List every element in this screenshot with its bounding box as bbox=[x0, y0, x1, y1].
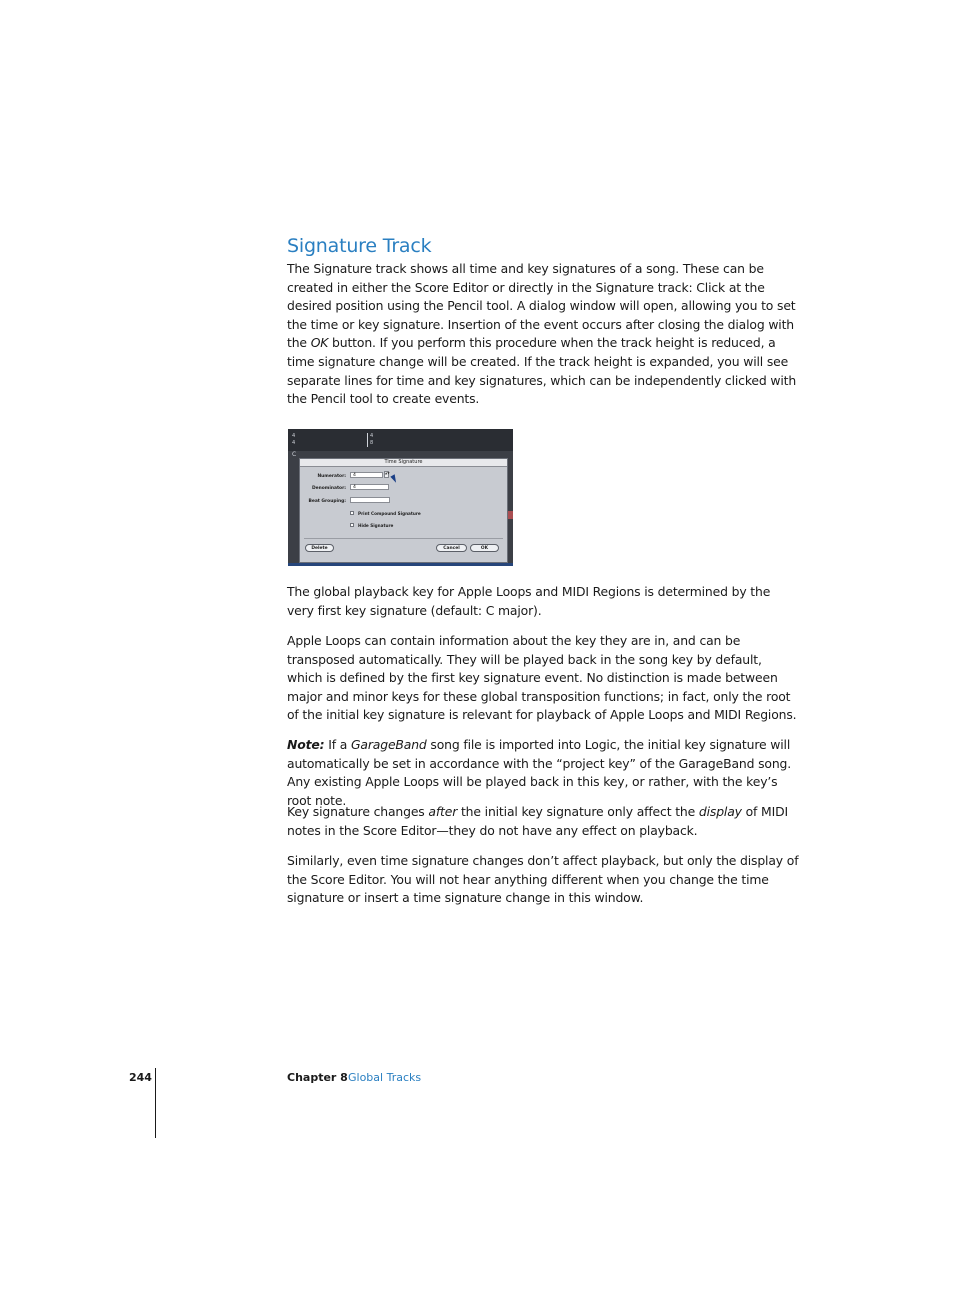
ruler-numerator-2: 4 bbox=[370, 433, 374, 439]
apple-loops-paragraph: Apple Loops can contain information about the key they are in, and can be transposed automatically. They will be played back in the song key by default, which is defined by the first key signature event. No distinction is made between major and minor keys for these global transposition functions; in fact, only the root of the initial key signature is relevant for playback of Apple Loops and MIDI Regions. bbox=[287, 633, 797, 723]
garageband-name: GarageBand bbox=[350, 737, 427, 752]
denominator-field[interactable]: 4 bbox=[350, 484, 389, 490]
key-signature-label: C bbox=[292, 451, 297, 458]
display-emphasis: display bbox=[698, 804, 742, 819]
signature-track-ruler bbox=[288, 429, 513, 451]
beat-grouping-label: Beat Grouping: bbox=[308, 499, 346, 504]
key-changes-text-3: of MIDI notes in the Score Editor—they do not have any effect on playback. bbox=[287, 804, 788, 838]
hide-signature-checkbox[interactable] bbox=[350, 523, 354, 527]
intro-text-2: button. If you perform this procedure when the track height is reduced, a time signature change will be created. If the track height is expanded, you will see separate lines for time and key signatures, which can be independently clicked with the Pencil tool to create events. bbox=[287, 335, 797, 407]
region-marker bbox=[508, 511, 513, 519]
cancel-button[interactable]: Cancel bbox=[436, 544, 467, 552]
numerator-label: Numerator: bbox=[317, 474, 346, 479]
numerator-field[interactable]: 4 bbox=[350, 472, 383, 478]
chapter-title-link[interactable]: Global Tracks bbox=[348, 1071, 422, 1084]
section-heading: Signature Track bbox=[287, 235, 432, 257]
key-changes-text-1: Key signature changes bbox=[287, 804, 429, 819]
after-emphasis: after bbox=[428, 804, 458, 819]
print-compound-label: Print Compound Signature bbox=[358, 511, 421, 516]
numerator-stepper[interactable]: ▲▼ bbox=[384, 471, 389, 478]
note-text-2: song file is imported into Logic, the initial key signature will automatically be set in accordance with the “project key” of the GarageBand song. Any existing Apple Loops will be played back in this key, or rather, with the key’s root note. bbox=[287, 737, 792, 808]
dialog-title: Time Signature bbox=[300, 459, 507, 467]
time-signature-dialog bbox=[299, 458, 508, 563]
delete-button[interactable]: Delete bbox=[305, 544, 334, 552]
note-text-1: If a bbox=[324, 737, 351, 752]
ruler-marker bbox=[367, 433, 368, 447]
page-number: 244 bbox=[129, 1071, 152, 1084]
note-paragraph bbox=[287, 736, 799, 810]
ruler-denominator-2: 8 bbox=[370, 440, 374, 446]
time-signature-paragraph: Similarly, even time signature changes don’t affect playback, but only the display of the Score Editor. You will not hear anything different when you change the time signature or insert a time signature change in this window. bbox=[287, 853, 799, 906]
key-changes-paragraph bbox=[287, 803, 799, 840]
hide-signature-label: Hide Signature bbox=[358, 523, 394, 528]
intro-paragraph bbox=[287, 260, 799, 409]
ruler-numerator: 4 bbox=[292, 433, 296, 439]
footer-divider bbox=[155, 1068, 156, 1138]
denominator-label: Denominator: bbox=[312, 486, 346, 491]
time-signature-dialog-screenshot bbox=[288, 429, 513, 566]
note-label: Note: bbox=[287, 737, 325, 752]
ok-button[interactable]: OK bbox=[470, 544, 499, 552]
ok-button-reference: OK bbox=[310, 335, 329, 351]
playback-key-paragraph: The global playback key for Apple Loops and MIDI Regions is determined by the very first key signature (default: C major). bbox=[287, 584, 771, 618]
key-changes-text-2: the initial key signature only affect the bbox=[457, 804, 699, 819]
scroll-bar bbox=[288, 563, 513, 566]
intro-text-1: The Signature track shows all time and key signatures of a song. These can be created in either the Score Editor or directly in the Signature track: Click at the desired position using the Pencil tool. A dialog window will open, allowing you to set the time or key signature. Insertion of the event occurs after closing the dialog with the bbox=[287, 261, 796, 351]
chapter-label: Chapter 8 bbox=[287, 1071, 348, 1084]
dialog-divider bbox=[304, 538, 503, 539]
print-compound-checkbox[interactable] bbox=[350, 511, 354, 515]
ruler-denominator: 4 bbox=[292, 440, 296, 446]
beat-grouping-field[interactable] bbox=[350, 497, 390, 503]
